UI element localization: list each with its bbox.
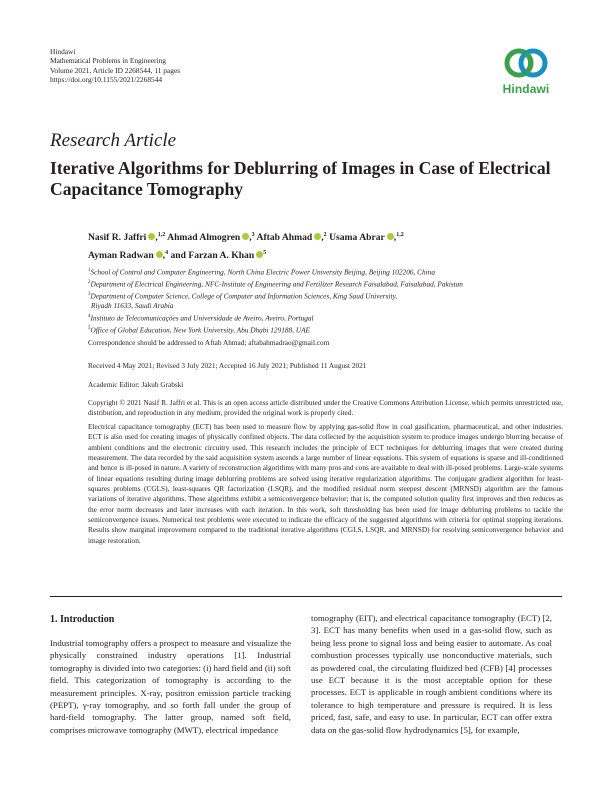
- author: Ahmad Almogren ,$^3$: [167, 232, 255, 244]
- hindawi-logo-icon: [502, 45, 550, 81]
- author: Usama Abrar ,$^{1,2}$: [329, 232, 404, 244]
- paragraph: Industrial tomography offers a prospect to measure and visualize the physically constrained industry operations [1]. Industrial tomography is divided into two categories: (i) hard field and (ii) soft field. This categorization of tomography is according to the measurement principles. X-ray, positron emission particle tracking (PEPT), γ-ray tomography, and so forth fall under the group of hard-field tomography. The latter group, named soft field, comprises microwave tomography (MWT), electrical impedance: [50, 638, 291, 735]
- article-type: Research Article: [50, 130, 177, 151]
- publication-dates: Received 4 May 2021; Revised 3 July 2021; Accepted 16 July 2021; Published 11 August 2021: [88, 361, 367, 370]
- orcid-icon[interactable]: [156, 251, 163, 258]
- affiliation: $^5$Office of Global Education, New York University, Abu Dhabi 129188, UAE: [88, 325, 311, 335]
- author: Ayman Radwan ,$^4$: [88, 249, 169, 261]
- affiliation: $^3$Department of Computer Science, College of Computer and Information Sciences, King Saud University, Riyadh 11633, Saudi Arabia: [88, 291, 398, 311]
- correspondence: Correspondence should be addressed to Aftab Ahmad; aftabahmadrao@gmail.com: [88, 338, 330, 347]
- paragraph: tomography (EIT), and electrical capacitance tomography (ECT) [2, 3]. ECT has many benefits when used in a gas-solid flow, such as being less prone to signal loss and being easier to automate. As coal combustion processes typically use nonconductive materials, such as powdered coal, the circulating fluidized bed (CFB) [4] processes use ECT because it is the most acceptable option for these processes. ECT is applicable in rough ambient conditions where its tolerance to high temperature and pressure is required. It is less priced, fast, safe, and easy to use. In particular, ECT can offer extra data on the gas-solid flow hydrodynamics [5], for example,: [311, 613, 552, 735]
- academic-editor: Academic Editor: Jakub Grabski: [88, 380, 184, 389]
- author: Aftab Ahmad ,$^2$: [256, 232, 327, 244]
- volume-info: Volume 2021, Article ID 2268544, 11 pages: [50, 65, 181, 75]
- body-column-right: [311, 612, 552, 736]
- author-joiner: and: [170, 249, 186, 261]
- orcid-icon[interactable]: [148, 233, 155, 240]
- divider: [50, 596, 562, 597]
- section-heading: 1. Introduction: [50, 614, 115, 625]
- author: Nasif R. Jaffri ,$^{1,2}$: [88, 232, 166, 244]
- journal-name: Mathematical Problems in Engineering: [50, 56, 166, 66]
- hindawi-logo: [490, 45, 562, 96]
- affiliation: $^1$School of Control and Computer Engineering, North China Electric Power University Beijing, Beijing 102206, China: [88, 267, 435, 277]
- affiliation: $^2$Department of Electrical Engineering, NFC-Institute of Engineering and Fertilizer Research Faisalabad, Faisalabad, Pakistan: [88, 279, 463, 289]
- author-list: [88, 228, 558, 263]
- author: Farzan A. Khan $^5$: [188, 249, 267, 261]
- orcid-icon[interactable]: [314, 233, 321, 240]
- journal-header: [50, 47, 180, 84]
- orcid-icon[interactable]: [387, 233, 394, 240]
- copyright-notice: Copyright © 2021 Nasif R. Jaffri et al. This is an open access article distributed under the Creative Commons Attribution License, which permits unrestricted use, distribution, and reproduction in any medium, provided the original work is properly cited.: [88, 398, 563, 417]
- body-column-left: [50, 637, 291, 736]
- abstract: Electrical capacitance tomography (ECT) has been used to measure flow by applying gas-solid flow in coal gasification, pharmaceutical, and other industries. ECT is also used for creating images of physically confined objects. The data collected by the acquisition system to produce images undergo blurring because of ambient conditions and the electronic circuitry used. This research includes the principle of ECT techniques for deblurring images that were created during measurement. The data recorded by the said acquisition system ascends a large number of linear equations. This system of equations is sparse and ill-conditioned and hence is ill-posed in nature. A variety of reconstruction algorithms with many pros and cons are available to deal with ill-posed problems. Large-scale systems of linear equations resulting during image deblurring problems are solved using iterative regularization algorithms. The conjugate gradient algorithm for least-squares problems (CGLS), least-squares QR factorization (LSQR), and the modified residual norm steepest descent (MRNSD) algorithm are the famous variations of iterative algorithms. These algorithms exhibit a semiconvergence behavior; that is, the computed solution quality first improves and then reduces as the error norm decreases and later increases with each iteration. In this work, soft thresholding has been used for image deblurring problems to tackle the semiconvergence issues. Numerical test problems were executed to indicate the efficacy of the suggested algorithms with criteria for optimal stopping iterations. Results show marginal improvement compared to the traditional iterative algorithms (CGLS, LSQR, and MRNSD) for resolving semiconvergence behavior and image restoration.: [88, 422, 563, 545]
- doi-link[interactable]: https://doi.org/10.1155/2021/2268544: [50, 74, 163, 84]
- logo-wordmark: Hindawi: [502, 82, 550, 96]
- orcid-icon[interactable]: [242, 233, 249, 240]
- publisher-name: Hindawi: [50, 47, 76, 56]
- affiliation: $^4$Instituto de Telecomunicações and Universidade de Aveiro, Aveiro, Portugal: [88, 313, 314, 323]
- affiliation-list: [88, 266, 563, 336]
- paper-title: Iterative Algorithms for Deblurring of Images in Case of Electrical Capacitance Tomography: [50, 158, 551, 199]
